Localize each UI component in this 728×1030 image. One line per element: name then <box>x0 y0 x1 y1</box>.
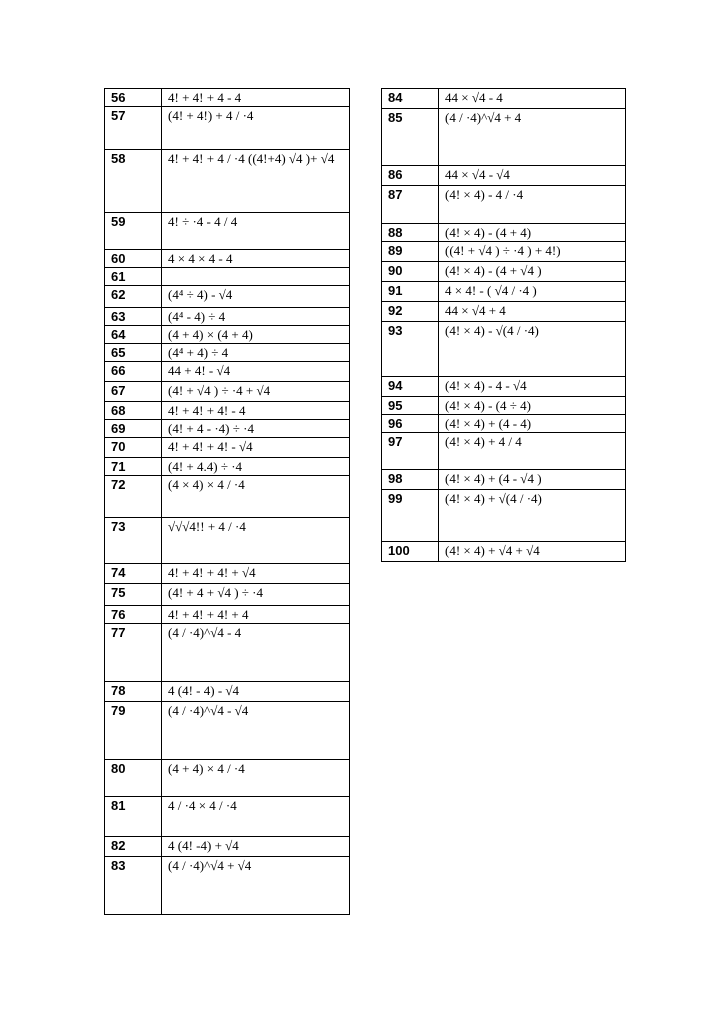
row-expression: (4 + 4) × (4 + 4) <box>162 326 350 344</box>
row-number: 69 <box>105 420 162 438</box>
row-number: 77 <box>105 624 162 682</box>
row-number: 59 <box>105 213 162 250</box>
row-expression <box>162 268 350 286</box>
table-row <box>382 242 626 262</box>
table-row <box>105 682 350 702</box>
row-expression: 4! + 4! + 4! - √4 <box>162 438 350 458</box>
row-expression: (4! × 4) + (4 - 4) <box>439 415 626 433</box>
table-row <box>105 286 350 308</box>
table-row <box>105 606 350 624</box>
row-expression: (4! + √4 ) ÷ ·4 + √4 <box>162 382 350 402</box>
row-expression: (4! × 4) - (4 ÷ 4) <box>439 397 626 415</box>
table-row <box>105 362 350 382</box>
row-expression: (4! × 4) + √(4 / ·4) <box>439 490 626 542</box>
row-number: 67 <box>105 382 162 402</box>
table-row <box>382 109 626 166</box>
row-expression: 4 (4! - 4) - √4 <box>162 682 350 702</box>
row-number: 93 <box>382 322 439 377</box>
row-number: 84 <box>382 89 439 109</box>
table-row <box>105 518 350 564</box>
table-row <box>382 282 626 302</box>
row-expression: (4 / ·4)^√4 + 4 <box>439 109 626 166</box>
row-expression: (4⁴ - 4) ÷ 4 <box>162 308 350 326</box>
row-expression: (4! × 4) - 4 / ·4 <box>439 186 626 224</box>
row-expression: ((4! + √4 ) ÷ ·4 ) + 4!) <box>439 242 626 262</box>
row-number: 72 <box>105 476 162 518</box>
row-number: 71 <box>105 458 162 476</box>
row-number: 63 <box>105 308 162 326</box>
table-row <box>105 702 350 760</box>
row-number: 62 <box>105 286 162 308</box>
table-row <box>382 322 626 377</box>
table-row <box>382 224 626 242</box>
row-expression: (4! × 4) - 4 - √4 <box>439 377 626 397</box>
row-number: 64 <box>105 326 162 344</box>
table-row <box>382 433 626 470</box>
table-row <box>105 458 350 476</box>
row-number: 76 <box>105 606 162 624</box>
row-number: 78 <box>105 682 162 702</box>
row-expression: 44 + 4! - √4 <box>162 362 350 382</box>
row-number: 99 <box>382 490 439 542</box>
row-expression: (4 / ·4)^√4 - √4 <box>162 702 350 760</box>
row-number: 94 <box>382 377 439 397</box>
row-expression: 4! + 4! + 4! + √4 <box>162 564 350 584</box>
table-row <box>105 344 350 362</box>
table-row <box>105 308 350 326</box>
row-expression: (4⁴ ÷ 4) - √4 <box>162 286 350 308</box>
row-expression: (4! + 4.4) ÷ ·4 <box>162 458 350 476</box>
row-expression: (4! × 4) + (4 - √4 ) <box>439 470 626 490</box>
row-number: 97 <box>382 433 439 470</box>
table-row <box>105 150 350 213</box>
row-expression: (4 / ·4)^√4 - 4 <box>162 624 350 682</box>
row-expression: 44 × √4 - √4 <box>439 166 626 186</box>
table-row <box>105 797 350 837</box>
row-number: 92 <box>382 302 439 322</box>
row-number: 66 <box>105 362 162 382</box>
row-number: 90 <box>382 262 439 282</box>
row-expression: (4! × 4) - (4 + 4) <box>439 224 626 242</box>
right-table <box>381 88 626 562</box>
table-row <box>382 262 626 282</box>
table-row <box>382 302 626 322</box>
row-number: 60 <box>105 250 162 268</box>
table-row <box>382 186 626 224</box>
row-number: 83 <box>105 857 162 915</box>
row-number: 96 <box>382 415 439 433</box>
row-number: 81 <box>105 797 162 837</box>
row-number: 56 <box>105 89 162 107</box>
row-number: 65 <box>105 344 162 362</box>
table-row <box>382 397 626 415</box>
table-row <box>105 250 350 268</box>
table-row <box>105 476 350 518</box>
row-expression: 4! ÷ ·4 - 4 / 4 <box>162 213 350 250</box>
table-row <box>382 89 626 109</box>
table-row <box>105 326 350 344</box>
row-number: 79 <box>105 702 162 760</box>
table-row <box>105 89 350 107</box>
row-number: 88 <box>382 224 439 242</box>
table-row <box>105 438 350 458</box>
row-expression: √√√4!! + 4 / ·4 <box>162 518 350 564</box>
row-number: 100 <box>382 542 439 562</box>
row-expression: (4⁴ + 4) ÷ 4 <box>162 344 350 362</box>
table-row <box>382 542 626 562</box>
row-number: 58 <box>105 150 162 213</box>
row-number: 68 <box>105 402 162 420</box>
table-row <box>105 624 350 682</box>
row-number: 87 <box>382 186 439 224</box>
row-expression: (4! × 4) - (4 + √4 ) <box>439 262 626 282</box>
row-expression: 4 × 4! - ( √4 / ·4 ) <box>439 282 626 302</box>
row-number: 95 <box>382 397 439 415</box>
table-row <box>105 420 350 438</box>
row-number: 86 <box>382 166 439 186</box>
row-number: 91 <box>382 282 439 302</box>
row-expression: 4! + 4! + 4 / ·4 ((4!+4) √4 )+ √4 <box>162 150 350 213</box>
row-number: 98 <box>382 470 439 490</box>
left-table <box>104 88 350 915</box>
table-row <box>105 837 350 857</box>
table-row <box>105 268 350 286</box>
table-row <box>105 857 350 915</box>
row-number: 89 <box>382 242 439 262</box>
row-expression: (4! × 4) - √(4 / ·4) <box>439 322 626 377</box>
row-number: 82 <box>105 837 162 857</box>
row-number: 80 <box>105 760 162 797</box>
row-expression: (4! + 4!) + 4 / ·4 <box>162 107 350 150</box>
table-row <box>105 402 350 420</box>
row-expression: 4! + 4! + 4! - 4 <box>162 402 350 420</box>
table-row <box>382 490 626 542</box>
row-expression: (4 × 4) × 4 / ·4 <box>162 476 350 518</box>
table-row <box>105 107 350 150</box>
row-expression: 4! + 4! + 4! + 4 <box>162 606 350 624</box>
row-expression: (4! × 4) + 4 / 4 <box>439 433 626 470</box>
row-number: 85 <box>382 109 439 166</box>
row-number: 75 <box>105 584 162 606</box>
row-expression: (4 / ·4)^√4 + √4 <box>162 857 350 915</box>
row-number: 74 <box>105 564 162 584</box>
row-expression: 44 × √4 + 4 <box>439 302 626 322</box>
row-expression: (4 + 4) × 4 / ·4 <box>162 760 350 797</box>
row-number: 70 <box>105 438 162 458</box>
row-expression: 4 / ·4 × 4 / ·4 <box>162 797 350 837</box>
table-row <box>382 415 626 433</box>
row-expression: (4! × 4) + √4 + √4 <box>439 542 626 562</box>
table-row <box>105 584 350 606</box>
row-expression: 4 × 4 × 4 - 4 <box>162 250 350 268</box>
table-row <box>105 760 350 797</box>
row-expression: (4! + 4 - ·4) ÷ ·4 <box>162 420 350 438</box>
table-row <box>382 470 626 490</box>
table-row <box>382 377 626 397</box>
table-row <box>105 382 350 402</box>
table-row <box>105 564 350 584</box>
table-row <box>382 166 626 186</box>
row-expression: (4! + 4 + √4 ) ÷ ·4 <box>162 584 350 606</box>
row-expression: 4 (4! -4) + √4 <box>162 837 350 857</box>
row-number: 73 <box>105 518 162 564</box>
row-number: 57 <box>105 107 162 150</box>
row-expression: 44 × √4 - 4 <box>439 89 626 109</box>
row-number: 61 <box>105 268 162 286</box>
table-row <box>105 213 350 250</box>
row-expression: 4! + 4! + 4 - 4 <box>162 89 350 107</box>
